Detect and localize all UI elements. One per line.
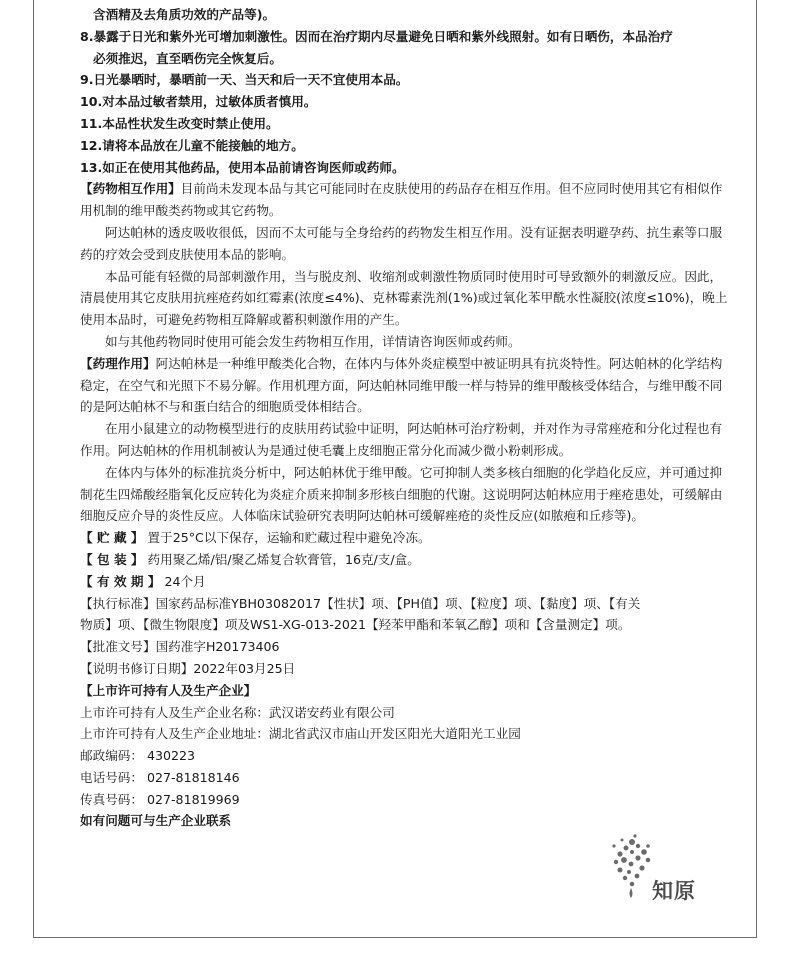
validity-tag: 【 有 效 期 】 [80, 573, 161, 589]
caution-9: 9.日光暴晒时，暴晒前一天、当天和后一天不宜使用本品。 [80, 72, 409, 88]
storage-section [80, 527, 730, 549]
revision-tag: 【说明书修订日期】 [80, 660, 194, 676]
approval-tag: 【批准文号】 [80, 639, 156, 655]
pharmacology-p1: 阿达帕林是一种维甲酸类化合物，在体内与体外炎症模型中被证明具有抗炎特性。阿达帕林的化学结构稳定，在空气和光照下不易分解。作用机理方面，阿达帕林同维甲酸一样与特异的维甲酸核受体结合，与维甲酸不同的是阿达帕林不与和蛋白结合的细胞质受体相结合。 [80, 355, 723, 415]
storage-tag: 【 贮 藏 】 [80, 530, 144, 546]
caution-13: 13.如正在使用其他药品，使用本品前请咨询医师或药师。 [80, 159, 405, 175]
standard-line2: 物质】项、【微生物限度】项及WS1-XG-013-2021【羟苯甲酯和苯氧乙醇】项和【含量测定】项。 [80, 617, 631, 633]
storage-text: 置于25°C以下保存，运输和贮藏过程中避免冷冻。 [147, 530, 431, 546]
package-section [80, 549, 730, 571]
revision-text: 2022年03月25日 [193, 660, 296, 676]
holder-tag: 【上市许可持有人及生产企业】 [80, 682, 257, 698]
validity-text: 24个月 [164, 573, 206, 589]
standard-tag: 【执行标准】 [80, 595, 156, 611]
caution-12: 12.请将本品放在儿童不能接触的地方。 [80, 137, 304, 153]
pharmacology-section [80, 353, 730, 418]
holder-phone: 电话号码： 027-81818146 [80, 769, 240, 785]
package-tag: 【 包 装 】 [80, 551, 144, 567]
caution-11: 11.本品性状发生改变时禁止使用。 [80, 115, 279, 131]
interactions-p4: 如与其他药物同时使用可能会发生药物相互作用，详情请咨询医师或药师。 [105, 333, 521, 349]
caution-10: 10.对本品过敏者禁用，过敏体质者慎用。 [80, 94, 317, 110]
caution-8-cont: 必须推迟，直至晒伤完全恢复后。 [93, 50, 282, 66]
holder-name: 上市许可持有人及生产企业名称：武汉诺安药业有限公司 [80, 704, 395, 720]
pharmacology-p3: 在体内与体外的标准抗炎分析中，阿达帕林优于维甲酸。它可抑制人类多核白细胞的化学趋化反应，并可通过抑制花生四烯酸经脂氧化反应转化为炎症介质来抑制多形核白细胞的代谢。这说明阿达帕林应用于痤疮患处，可缓解由细胞反应介导的炎性反应。人体临床试验研究表明阿达帕林可缓解痤疮的炎性反应(如脓疱和丘疹等)。 [80, 464, 723, 524]
holder-postcode: 邮政编码： 430223 [80, 748, 196, 764]
pharmacology-p2: 在用小鼠建立的动物模型进行的皮肤用药试验中证明，阿达帕林可治疗粉刺，并对作为寻常痤疮和分化过程也有作用。阿达帕林的作用机制被认为是通过使毛囊上皮细胞正常分化而减少微小粉刺形成。 [80, 421, 723, 458]
approval-section [80, 636, 730, 658]
interactions-p2: 阿达帕林的透皮吸收很低，因而不太可能与全身给药的药物发生相互作用。没有证据表明避孕药、抗生素等口服药的疗效会受到皮肤使用本品的影响。 [80, 224, 723, 262]
leaflet-text [80, 4, 730, 832]
pharmacology-tag: 【药理作用】 [80, 355, 156, 371]
interactions-p1: 目前尚未发现本品与其它可能同时在皮肤使用的药品存在相互作用。但不应同时使用其它有相似作用机制的维甲酸类药物或其它药物。 [80, 181, 723, 219]
interactions-section [80, 178, 730, 222]
holder-address: 上市许可持有人及生产企业地址：湖北省武汉市庙山开发区阳光大道阳光工业园 [80, 726, 521, 742]
holder-fax: 传真号码： 027-81819969 [80, 791, 240, 807]
package-text: 药用聚乙烯/铝/聚乙烯复合软膏管，16克/支/盒。 [147, 551, 420, 567]
interactions-tag: 【药物相互作用】 [80, 181, 181, 197]
standard-line1: 国家药品标准YBH03082017【性状】项、【PH值】项、【粒度】项、【黏度】项、【有关 [155, 595, 641, 611]
brand-name: 知原 [652, 879, 696, 903]
caution-8: 8.暴露于日光和紫外光可增加刺激性。因而在治疗期内尽量避免日晒和紫外线照射。如有日晒伤，本品治疗 [80, 28, 673, 44]
approval-text: 国药准字H20173406 [155, 639, 280, 655]
interactions-p3: 本品可能有轻微的局部刺激作用，当与脱皮剂、收缩剂或刺激性物质同时使用时可导致额外的刺激反应。因此，清晨使用其它皮肤用抗痤疮药如红霉素(浓度≤4%)、克林霉素洗剂(1%)或过氧化苯甲酰水性凝胶(浓度≤10%)，晚上使用本品时，可避免药物相互降解或蓄积刺激作用的产生。 [80, 268, 728, 328]
validity-section [80, 571, 730, 593]
holder-contact: 如有问题可与生产企业联系 [80, 813, 232, 829]
caution-line-7-cont: 含酒精及去角质功效的产品等)。 [93, 7, 276, 22]
standard-section [80, 593, 730, 615]
revision-section [80, 658, 730, 680]
